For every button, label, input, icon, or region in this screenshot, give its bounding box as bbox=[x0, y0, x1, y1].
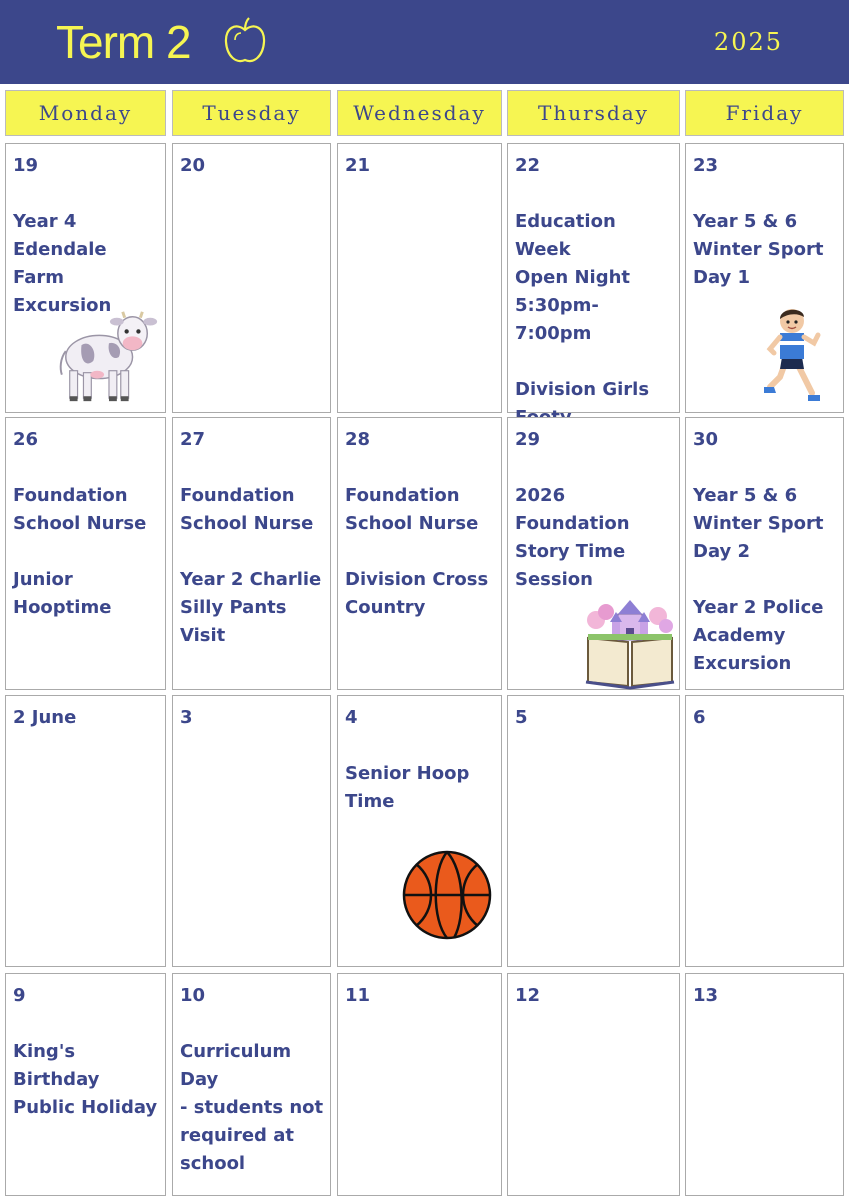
day-cell bbox=[685, 973, 844, 1196]
event-line: Story Time bbox=[515, 541, 626, 562]
day-number: 13 bbox=[693, 985, 719, 1006]
day-number: 26 bbox=[13, 429, 39, 450]
weekday-header: Tuesday bbox=[172, 90, 331, 136]
day-cell bbox=[507, 695, 680, 967]
event-line: Hooptime bbox=[13, 597, 112, 618]
day-number: 4 bbox=[345, 707, 358, 728]
day-cell bbox=[172, 695, 331, 967]
event-line: school bbox=[180, 1153, 246, 1174]
day-number: 30 bbox=[693, 429, 719, 450]
basketball-icon bbox=[402, 850, 492, 940]
day-number: 27 bbox=[180, 429, 206, 450]
calendar-event bbox=[345, 482, 495, 538]
calendar-event bbox=[13, 566, 159, 622]
event-line: Year 2 Police bbox=[693, 597, 824, 618]
day-cell bbox=[5, 695, 166, 967]
day-cell bbox=[5, 417, 166, 690]
event-line: School Nurse bbox=[345, 513, 479, 534]
event-line: Open Night bbox=[515, 267, 631, 288]
event-line: Curriculum Day bbox=[180, 1041, 292, 1090]
day-number: 9 bbox=[13, 985, 26, 1006]
day-cell bbox=[172, 417, 331, 690]
day-number: 12 bbox=[515, 985, 541, 1006]
event-line: School Nurse bbox=[13, 513, 147, 534]
event-line: Country bbox=[345, 597, 426, 618]
weekday-header: Thursday bbox=[507, 90, 680, 136]
event-line: 2026 bbox=[515, 485, 566, 506]
apple-icon bbox=[222, 16, 268, 66]
day-number: 23 bbox=[693, 155, 719, 176]
calendar-event bbox=[693, 594, 837, 678]
page-title: Term 2 bbox=[56, 16, 191, 68]
day-cell bbox=[172, 143, 331, 413]
event-line: Foundation bbox=[515, 513, 630, 534]
calendar-event bbox=[345, 566, 495, 622]
event-line: Visit bbox=[180, 625, 226, 646]
event-line: required at bbox=[180, 1125, 294, 1146]
calendar-event bbox=[180, 482, 324, 538]
event-line: Silly Pants bbox=[180, 597, 287, 618]
day-cell bbox=[337, 417, 502, 690]
calendar-event bbox=[180, 566, 324, 650]
day-number: 10 bbox=[180, 985, 206, 1006]
calendar-event bbox=[13, 1038, 159, 1122]
calendar-event bbox=[693, 482, 837, 566]
day-number: 11 bbox=[345, 985, 371, 1006]
cow-icon bbox=[54, 304, 162, 406]
day-cell bbox=[5, 973, 166, 1196]
event-line: Edendale Farm bbox=[13, 239, 107, 288]
weekday-header: Wednesday bbox=[337, 90, 502, 136]
year-label: 2025 bbox=[713, 28, 783, 56]
event-line: 5:30pm-7:00pm bbox=[515, 295, 599, 344]
day-cell bbox=[172, 973, 331, 1196]
event-line: Foundation bbox=[180, 485, 295, 506]
day-number: 19 bbox=[13, 155, 39, 176]
day-cell bbox=[685, 695, 844, 967]
day-cell bbox=[337, 143, 502, 413]
event-line: Division Cross bbox=[345, 569, 489, 590]
day-number: 2 June bbox=[13, 707, 77, 728]
calendar-header bbox=[0, 0, 849, 84]
weekday-header: Friday bbox=[685, 90, 844, 136]
event-line: Education Week bbox=[515, 211, 616, 260]
calendar-event bbox=[515, 208, 673, 348]
event-line: Year 5 & 6 bbox=[693, 485, 798, 506]
event-line: Senior Hoop bbox=[345, 763, 470, 784]
event-line: Excursion bbox=[693, 653, 792, 674]
event-line: - students not bbox=[180, 1097, 324, 1118]
day-number: 20 bbox=[180, 155, 206, 176]
day-number: 22 bbox=[515, 155, 541, 176]
day-number: 3 bbox=[180, 707, 193, 728]
calendar-event bbox=[180, 1038, 324, 1178]
storybook-castle-icon bbox=[582, 598, 678, 688]
calendar-event bbox=[345, 760, 495, 816]
event-line: Day 1 bbox=[693, 267, 751, 288]
running-boy-icon bbox=[762, 304, 822, 406]
event-line: Session bbox=[515, 569, 593, 590]
event-line: Winter Sport bbox=[693, 513, 824, 534]
event-line: Winter Sport bbox=[693, 239, 824, 260]
event-line: Division Girls bbox=[515, 379, 650, 400]
event-line: King's Birthday bbox=[13, 1041, 100, 1090]
calendar-event bbox=[13, 482, 159, 538]
event-line: Year 4 bbox=[13, 211, 77, 232]
day-number: 5 bbox=[515, 707, 528, 728]
event-line: Foundation bbox=[13, 485, 128, 506]
event-line: Year 2 Charlie bbox=[180, 569, 322, 590]
event-line: Day 2 bbox=[693, 541, 751, 562]
day-number: 28 bbox=[345, 429, 371, 450]
day-cell bbox=[507, 143, 680, 413]
weekday-header: Monday bbox=[5, 90, 166, 136]
day-number: 6 bbox=[693, 707, 706, 728]
day-cell bbox=[337, 973, 502, 1196]
event-line: School Nurse bbox=[180, 513, 314, 534]
day-number: 29 bbox=[515, 429, 541, 450]
calendar-event bbox=[515, 482, 673, 594]
event-line: Time bbox=[345, 791, 395, 812]
event-line: Year 5 & 6 bbox=[693, 211, 798, 232]
calendar-event bbox=[693, 208, 837, 292]
event-line: Foundation bbox=[345, 485, 460, 506]
event-line: Excursion bbox=[13, 295, 112, 316]
event-line: Public Holiday bbox=[13, 1097, 158, 1118]
event-line: Academy bbox=[693, 625, 786, 646]
event-line: Junior bbox=[13, 569, 73, 590]
day-cell bbox=[685, 417, 844, 690]
day-cell bbox=[507, 973, 680, 1196]
day-number: 21 bbox=[345, 155, 371, 176]
